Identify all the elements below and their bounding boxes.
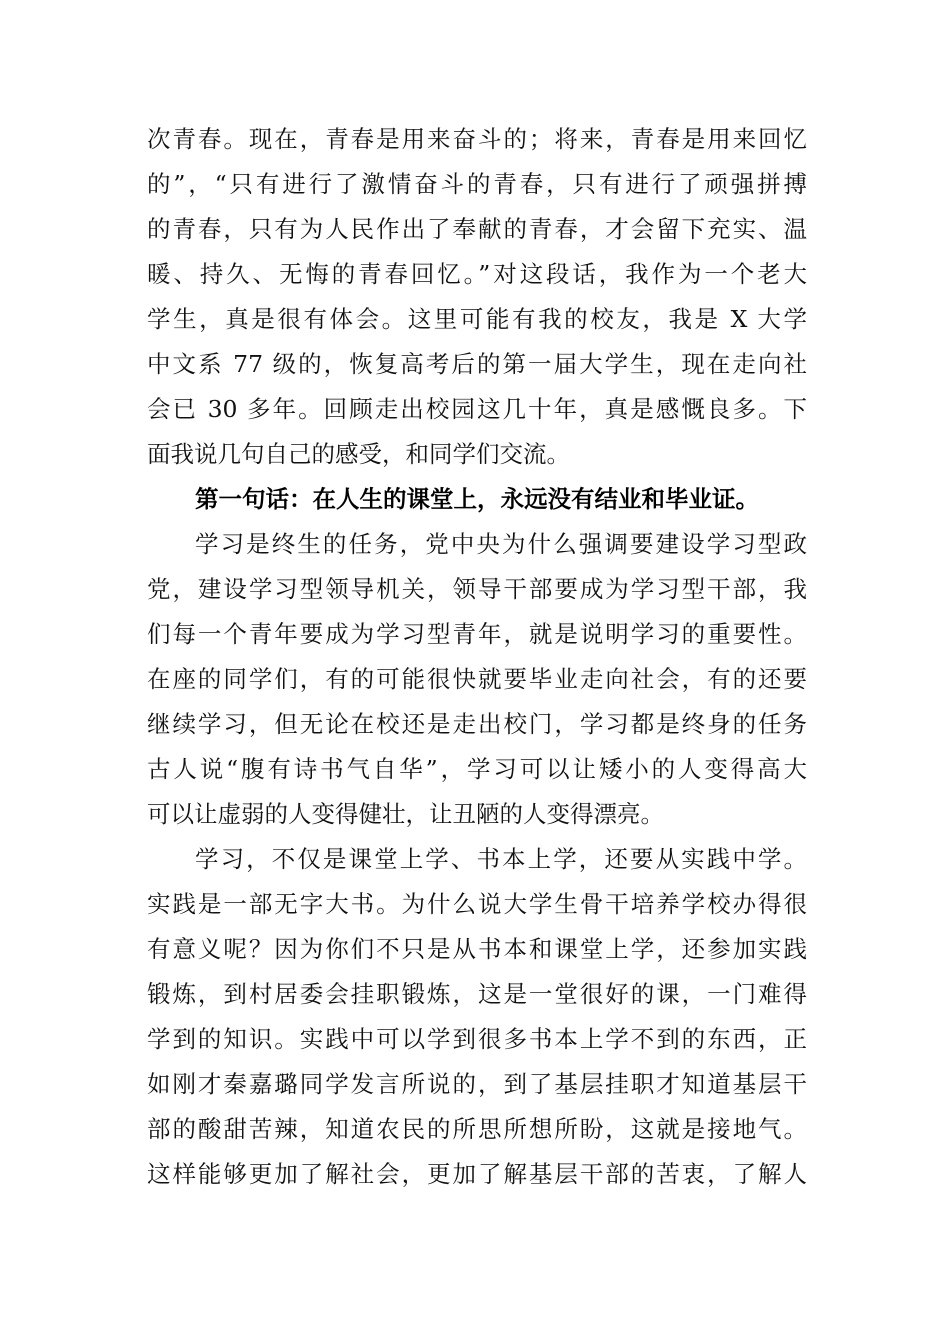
section-heading: 第一句话：在人生的课堂上，永远没有结业和毕业证。	[195, 485, 759, 513]
text-line: 部的酸甜苦辣，知道农民的所思所想所盼，这就是接地气。	[147, 1115, 807, 1143]
text-line: 会已 30 多年。回顾走出校园这几十年，真是感慨良多。下	[147, 395, 807, 423]
paragraph-first-line: 学习是终生的任务，党中央为什么强调要建设学习型政	[195, 530, 807, 558]
paragraph-first-line: 学习，不仅是课堂上学、书本上学，还要从实践中学。	[195, 845, 807, 873]
text-line: 这样能够更加了解社会，更加了解基层干部的苦衷，了解人	[147, 1160, 807, 1188]
text-line: 锻炼，到村居委会挂职锻炼，这是一堂很好的课，一门难得	[147, 980, 807, 1008]
text-line: 可以让虚弱的人变得健壮，让丑陋的人变得漂亮。	[147, 800, 664, 828]
text-line: 的”，“只有进行了激情奋斗的青春，只有进行了顽强拼搏	[147, 170, 807, 198]
text-line: 暖、持久、无悔的青春回忆。”对这段话，我作为一个老大	[147, 260, 807, 288]
text-line: 学到的知识。实践中可以学到很多书本上学不到的东西，正	[147, 1025, 807, 1053]
text-line: 继续学习，但无论在校还是走出校门，学习都是终身的任务	[147, 710, 807, 738]
text-line: 的青春，只有为人民作出了奉献的青春，才会留下充实、温	[147, 215, 807, 243]
text-line: 党，建设学习型领导机关，领导干部要成为学习型干部，我	[147, 575, 807, 603]
text-line: 次青春。现在，青春是用来奋斗的；将来，青春是用来回忆	[147, 125, 807, 153]
text-line: 面我说几句自己的感受，和同学们交流。	[147, 440, 570, 468]
text-line: 中文系 77 级的，恢复高考后的第一届大学生，现在走向社	[147, 350, 807, 378]
text-line: 在座的同学们，有的可能很快就要毕业走向社会，有的还要	[147, 665, 807, 693]
text-line: 古人说“腹有诗书气自华”，学习可以让矮小的人变得高大	[147, 755, 807, 783]
text-line: 学生，真是很有体会。这里可能有我的校友，我是 X 大学	[147, 305, 807, 333]
text-line: 如刚才秦嘉璐同学发言所说的，到了基层挂职才知道基层干	[147, 1070, 807, 1098]
text-line: 实践是一部无字大书。为什么说大学生骨干培养学校办得很	[147, 890, 807, 918]
text-line: 有意义呢？因为你们不只是从书本和课堂上学，还参加实践	[147, 935, 807, 963]
text-line: 们每一个青年要成为学习型青年，就是说明学习的重要性。	[147, 620, 807, 648]
